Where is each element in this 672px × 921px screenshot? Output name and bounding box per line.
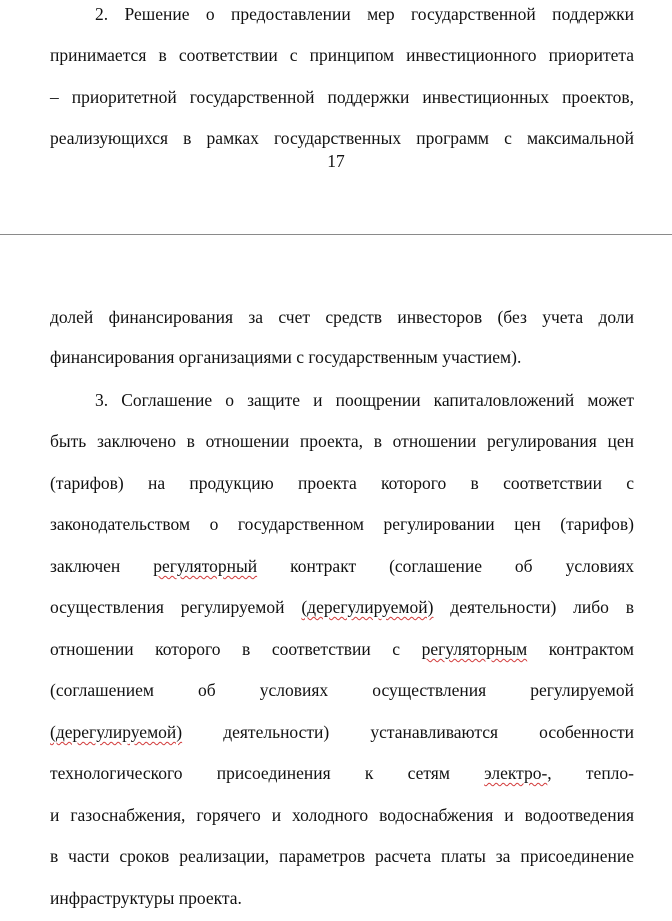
paragraph-line: (соглашением об условиях осуществления регулируемой	[50, 680, 634, 700]
paragraph-line: законодательством о государственном регулировании цен (тарифов)	[50, 514, 634, 534]
paragraph-line: (дерегулируемой) деятельности) устанавливаются особенности	[50, 722, 634, 742]
paragraph-line: технологического присоединения к сетям электро-, тепло-	[50, 763, 634, 783]
page-break-divider	[0, 234, 672, 235]
paragraph-line: и газоснабжения, горячего и холодного водоснабжения и водоотведения	[50, 805, 634, 825]
paragraph-line: принимается в соответствии с принципом инвестиционного приоритета	[50, 45, 634, 65]
paragraph-line: осуществления регулируемой (дерегулируемой) деятельности) либо в	[50, 597, 634, 617]
paragraph-line: финансирования организациями с государственным участием).	[50, 347, 522, 367]
paragraph-line: (тарифов) на продукцию проекта которого в соответствии с	[50, 473, 634, 493]
paragraph-line: быть заключено в отношении проекта, в отношении регулирования цен	[50, 431, 634, 451]
spellcheck-mark: регуляторный	[153, 556, 258, 576]
paragraph-line: долей финансирования за счет средств инвесторов (без учета доли	[50, 307, 634, 327]
spellcheck-mark: электро-	[484, 763, 548, 783]
paragraph-line: в части сроков реализации, параметров расчета платы за присоединение	[50, 846, 634, 866]
paragraph-line: отношении которого в соответствии с регуляторным контрактом	[50, 639, 634, 659]
spellcheck-mark: регуляторным	[421, 639, 528, 659]
paragraph-line: – приоритетной государственной поддержки инвестиционных проектов,	[50, 87, 634, 107]
spellcheck-mark: (дерегулируемой)	[50, 722, 183, 742]
paragraph-line: 3. Соглашение о защите и поощрении капиталовложений может	[95, 390, 634, 410]
paragraph-line: инфраструктуры проекта.	[50, 888, 242, 908]
paragraph-line: 2. Решение о предоставлении мер государственной поддержки	[95, 4, 634, 24]
paragraph-line: реализующихся в рамках государственных программ с максимальной	[50, 128, 634, 148]
paragraph-line: заключен регуляторный контракт (соглашение об условиях	[50, 556, 634, 576]
page-number: 17	[327, 151, 345, 171]
spellcheck-mark: (дерегулируемой)	[301, 597, 434, 617]
